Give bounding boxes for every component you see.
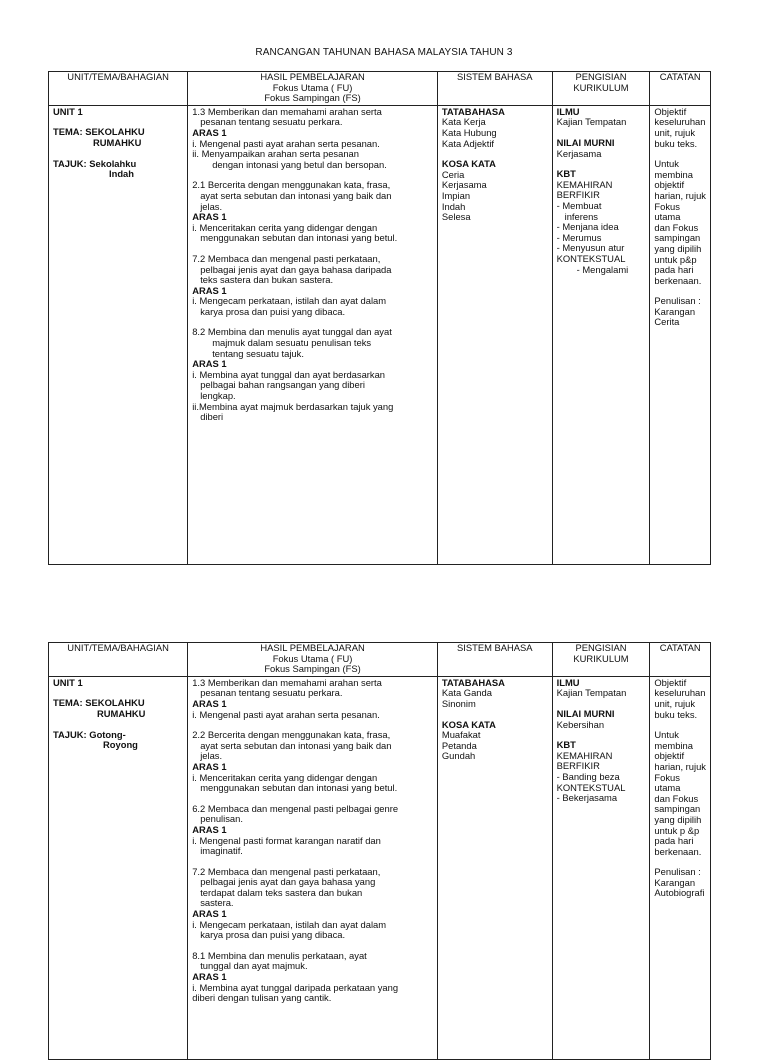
text-line: pelbagai bahan rangsangan yang diberi	[200, 379, 365, 391]
table-row	[49, 105, 711, 564]
text-line: Kajian Tempatan	[556, 687, 627, 699]
pengisian-cell	[552, 676, 650, 1059]
text-line: sampingan	[654, 803, 701, 815]
table-row	[49, 676, 711, 1059]
text-line: Kata Hubung	[441, 126, 497, 138]
text-line: membina	[654, 739, 693, 751]
header-sistem: SISTEM BAHASA	[437, 643, 552, 677]
text-line: Selesa	[441, 211, 471, 223]
text-line: ARAS 1	[192, 126, 227, 138]
text-line: objektif	[654, 750, 685, 762]
text-line: 2.1 Bercerita dengan menggunakan kata, frasa,	[192, 179, 391, 191]
text-line: pada hari	[654, 835, 694, 847]
text-line: menggunakan sebutan dan intonasi yang betul.	[200, 782, 398, 794]
text-line: diberi dengan tulisan yang cantik.	[192, 992, 332, 1004]
text-line: ayat serta sebutan dan intonasi yang baik dan	[200, 739, 392, 751]
tajuk-label-cont: Royong	[103, 739, 138, 751]
text-line: buku teks.	[654, 137, 698, 149]
text-line: pada hari	[654, 264, 694, 276]
text-line: keseluruhan	[654, 687, 706, 699]
text-line: KONTEKSTUAL	[556, 252, 626, 264]
header-catatan: CATATAN	[650, 72, 711, 106]
text-line: yang dipilih	[654, 242, 702, 254]
pengisian-cell	[552, 105, 650, 564]
hasil-cell	[188, 105, 438, 564]
text-line: - Merumus	[556, 231, 602, 243]
text-line: - Membuat	[556, 199, 602, 211]
header-row	[49, 72, 711, 106]
tajuk-label: TAJUK: Sekolahku	[53, 157, 137, 169]
text-line: Penulisan :	[654, 295, 701, 307]
text-line: harian, rujuk	[654, 189, 706, 201]
text-line: ARAS 1	[192, 908, 227, 920]
header-pengisian: PENGISIAN KURIKULUM	[552, 643, 650, 677]
text-line: ARAS 1	[192, 358, 227, 370]
text-line: i. Menceritakan cerita yang didengar dengan	[192, 221, 378, 233]
text-line: ayat serta sebutan dan intonasi yang baik dan	[200, 189, 392, 201]
text-line: Kerjasama	[556, 147, 602, 159]
text-line: 8.1 Membina dan menulis perkataan, ayat	[192, 949, 367, 961]
text-line: Impian	[441, 189, 471, 201]
text-line: Objektif	[654, 105, 687, 117]
text-line: ii.Membina ayat majmuk berdasarkan tajuk yang	[192, 400, 394, 412]
text-line: Kata Adjektif	[441, 137, 495, 149]
catatan-cell	[650, 105, 711, 564]
text-line: dan Fokus	[654, 792, 699, 804]
text-line: - Bekerjasama	[556, 792, 618, 804]
tajuk-label-cont: Indah	[109, 168, 134, 180]
text-line: 6.2 Membaca dan mengenal pasti pelbagai genre	[192, 802, 399, 814]
text-line: - Menjana idea	[556, 221, 619, 233]
text-line: ILMU	[556, 676, 580, 688]
header-unit: UNIT/TEMA/BAHAGIAN	[49, 72, 188, 106]
document-title: RANCANGAN TAHUNAN BAHASA MALAYSIA TAHUN 3	[255, 47, 513, 58]
plan-table-1	[48, 71, 711, 565]
text-line: BERFIKIR	[556, 189, 600, 201]
text-line: harian, rujuk	[654, 760, 706, 772]
unit-cell	[49, 105, 188, 564]
text-line: NILAI MURNI	[556, 136, 615, 148]
tema-label-cont: RUMAHKU	[97, 707, 146, 719]
unit-label: UNIT 1	[53, 105, 83, 117]
text-line: TATABAHASA	[441, 105, 505, 117]
text-line: - Mengalami	[576, 263, 629, 275]
text-line: - Menyusun atur	[556, 242, 625, 254]
text-line: unit, rujuk	[654, 697, 696, 709]
text-line: Sinonim	[441, 697, 476, 709]
text-line: keseluruhan	[654, 116, 706, 128]
text-line: pelbagai jenis ayat dan gaya bahasa daripada	[200, 263, 392, 275]
text-line: karya prosa dan puisi yang dibaca.	[200, 929, 346, 941]
text-line: Gundah	[441, 750, 476, 762]
text-line: sastera.	[200, 897, 234, 909]
tema-label: TEMA: SEKOLAHKU	[53, 697, 145, 709]
text-line: ARAS 1	[192, 284, 227, 296]
tema-label: TEMA: SEKOLAHKU	[53, 126, 145, 138]
text-line: NILAI MURNI	[556, 707, 615, 719]
text-line: yang dipilih	[654, 813, 702, 825]
text-line: Fokus utama	[654, 771, 681, 794]
text-line: Untuk	[654, 158, 679, 170]
text-line: pesanan tentang sesuatu perkara.	[200, 116, 343, 128]
text-line: Karangan	[654, 305, 696, 317]
text-line: buku teks.	[654, 708, 698, 720]
text-line: ARAS 1	[192, 211, 227, 223]
header-unit: UNIT/TEMA/BAHAGIAN	[49, 643, 188, 677]
text-line: Indah	[441, 200, 466, 212]
catatan-cell	[650, 676, 711, 1059]
text-line: i. Mengenal pasti ayat arahan serta pesanan.	[192, 137, 380, 149]
unit-label: UNIT 1	[53, 676, 83, 688]
text-line: ARAS 1	[192, 823, 227, 835]
text-line: ILMU	[556, 105, 580, 117]
text-line: Autobiografi	[654, 887, 705, 899]
text-line: imaginatif.	[200, 845, 243, 857]
header-hasil: HASIL PEMBELAJARAN Fokus Utama ( FU) Fokus Sampingan (FS)	[188, 643, 438, 677]
text-line: Objektif	[654, 676, 687, 688]
text-line: 7.2 Membaca dan mengenal pasti perkataan,	[192, 252, 381, 264]
text-line: dan Fokus	[654, 221, 699, 233]
text-line: objektif	[654, 179, 685, 191]
text-line: 7.2 Membaca dan mengenal pasti perkataan,	[192, 865, 381, 877]
text-line: untuk p&p	[654, 253, 697, 265]
header-pengisian: PENGISIAN KURIKULUM	[552, 72, 650, 106]
text-line: membina	[654, 168, 693, 180]
header-catatan: CATATAN	[650, 643, 711, 677]
text-line: unit, rujuk	[654, 126, 696, 138]
text-line: - Banding beza	[556, 770, 620, 782]
text-line: KEMAHIRAN	[556, 178, 613, 190]
text-line: i. Membina ayat tunggal daripada perkataan yang	[192, 981, 399, 993]
text-line: TATABAHASA	[441, 676, 505, 688]
text-line: dengan intonasi yang betul dan bersopan.	[212, 158, 387, 170]
text-line: Fokus utama	[654, 200, 681, 223]
text-line: ARAS 1	[192, 971, 227, 983]
text-line: BERFIKIR	[556, 760, 600, 772]
text-line: i. Membina ayat tunggal dan ayat berdasarkan	[192, 368, 386, 380]
text-line: diberi	[200, 411, 224, 423]
text-line: KONTEKSTUAL	[556, 781, 626, 793]
text-line: teks sastera dan bukan sastera.	[200, 274, 334, 286]
text-line: majmuk dalam sesuatu penulisan teks	[212, 337, 372, 349]
text-line: karya prosa dan puisi yang dibaca.	[200, 305, 346, 317]
text-line: KBT	[556, 168, 576, 180]
text-line: Penulisan :	[654, 866, 701, 878]
text-line: i. Mengenal pasti ayat arahan serta pesanan.	[192, 708, 380, 720]
tema-label-cont: RUMAHKU	[93, 136, 142, 148]
plan-table-2	[48, 642, 711, 1060]
text-line: jelas.	[200, 750, 223, 762]
text-line: Kerjasama	[441, 179, 487, 191]
text-line: i. Mengecam perkataan, istilah dan ayat dalam	[192, 918, 387, 930]
text-line: KBT	[556, 739, 576, 751]
text-line: Karangan	[654, 876, 696, 888]
text-line: inferens	[564, 210, 598, 222]
text-line: i. Mengecam perkataan, istilah dan ayat dalam	[192, 295, 387, 307]
text-line: tentang sesuatu tajuk.	[212, 347, 304, 359]
text-line: ARAS 1	[192, 697, 227, 709]
header-sistem: SISTEM BAHASA	[437, 72, 552, 106]
text-line: Muafakat	[441, 729, 481, 741]
text-line: Ceria	[441, 168, 465, 180]
text-line: 8.2 Membina dan menulis ayat tunggal dan ayat	[192, 326, 392, 338]
sistem-cell	[437, 676, 552, 1059]
text-line: lengkap.	[200, 390, 236, 402]
text-line: ARAS 1	[192, 760, 227, 772]
text-line: Kata Kerja	[441, 116, 486, 128]
text-line: tunggal dan ayat majmuk.	[200, 960, 308, 972]
text-line: untuk p &p	[654, 824, 700, 836]
sistem-cell	[437, 105, 552, 564]
hasil-cell	[188, 676, 438, 1059]
text-line: terdapat dalam teks sastera dan bukan	[200, 886, 363, 898]
tajuk-label: TAJUK: Gotong-	[53, 728, 126, 740]
text-line: pelbagai jenis ayat dan gaya bahasa yang	[200, 876, 376, 888]
text-line: menggunakan sebutan dan intonasi yang betul.	[200, 232, 398, 244]
text-line: KOSA KATA	[441, 158, 496, 170]
text-line: jelas.	[200, 200, 223, 212]
text-line: Kata Ganda	[441, 687, 492, 699]
text-line: 1.3 Memberikan dan memahami arahan serta	[192, 676, 382, 688]
text-line: Kajian Tempatan	[556, 116, 627, 128]
text-line: i. Mengenal pasti format karangan naratif dan	[192, 834, 381, 846]
text-line: sampingan	[654, 232, 701, 244]
text-line: KOSA KATA	[441, 718, 496, 730]
unit-cell	[49, 676, 188, 1059]
text-line: Untuk	[654, 729, 679, 741]
text-line: penulisan.	[200, 813, 243, 825]
text-line: Kebersihan	[556, 718, 605, 730]
header-hasil: HASIL PEMBELAJARAN Fokus Utama ( FU) Fokus Sampingan (FS)	[188, 72, 438, 106]
text-line: pesanan tentang sesuatu perkara.	[200, 687, 343, 699]
text-line: 2.2 Bercerita dengan menggunakan kata, frasa,	[192, 729, 391, 741]
text-line: Petanda	[441, 739, 477, 751]
header-row	[49, 643, 711, 677]
text-line: KEMAHIRAN	[556, 749, 613, 761]
text-line: 1.3 Memberikan dan memahami arahan serta	[192, 105, 382, 117]
text-line: Cerita	[654, 316, 680, 328]
text-line: berkenaan.	[654, 845, 702, 857]
text-line: ii. Menyampaikan arahan serta pesanan	[192, 148, 359, 160]
text-line: i. Menceritakan cerita yang didengar dengan	[192, 771, 378, 783]
text-line: berkenaan.	[654, 274, 702, 286]
